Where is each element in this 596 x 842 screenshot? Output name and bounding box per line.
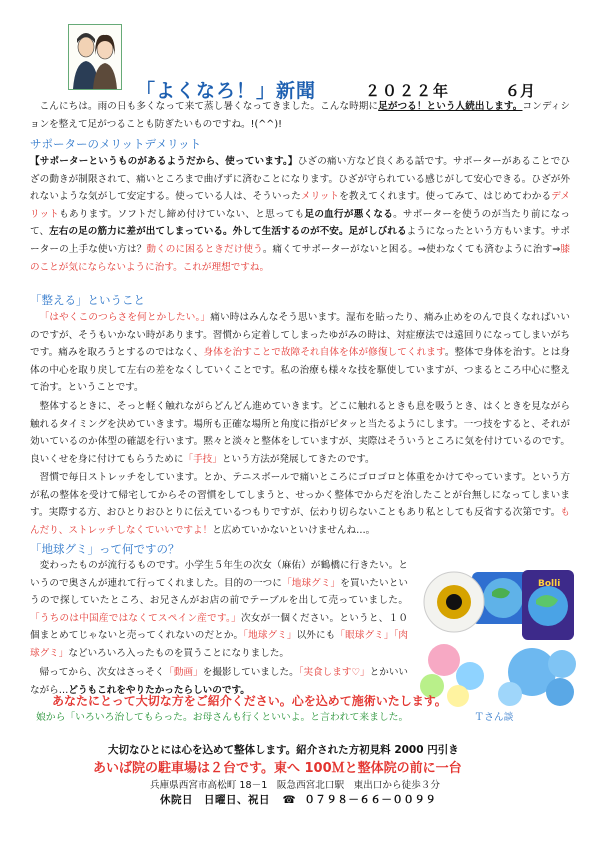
intro-paragraph: こんにちは。雨の日も多くなって来て蒸し暑くなってきました。こんな時期に足がつる！という人続出します。コンディションを整えて足がつることも防ぎたいものですね。!(^^)!: [30, 101, 571, 130]
referral-discount: 大切なひとには心を込めて整体します。紹介された方初見料 2000 円引き: [108, 744, 459, 756]
couple-portrait-illustration: [68, 24, 122, 90]
gummy-brand-label: Bolli: [538, 579, 561, 589]
section-heading-totonoeru: 「整える」ということ: [30, 293, 145, 307]
earth-gummy-photo: [414, 568, 578, 708]
section-heading-earth-gummy: 「地球グミ」って何ですの？: [30, 542, 180, 556]
issue-year: ２０２２年: [365, 82, 451, 100]
supporter-paragraph: 【サポーターというものがあるようだから、使っています。】ひざの痛い方など良くある話です。サポーターがあることでひざの動きが制限されて、痛いところまで曲げずに済むことになります。ひざが守られている感じがして安心できる。ひざが外れないような気がして安定する。使っている人は、そういったメリットを教えてくれます。使ってみて、はじめてわかるデメリットもあります。ソフトだし締め付けていない、と思っても足の血行が悪くなる。サポーターを使うのが当たり前になって、左右の足の筋力に差が出てしまっている。外して生活するのが不安。足がしびれるようになったという方もいます。サポーターの上手な使い方は？動くのに困るときだけ使う。痛くてサポーターがないと困る。⇒使わなくても済むように治す⇒膝のことが気にならないように治す。これが理想ですね。: [30, 156, 571, 273]
totonoeru-paragraph-3: 習慣で毎日ストレッチをしています。とか、テニスボールで痛いところにゴロゴロと体重をかけてやっています。という方が私の整体を受けて帰宅してからその習慣をしてしまうと、せっかく整体でからだを治したことが台無しになってしまいます。実際する方、おひとりおひとりに伝えているつもりですが、伝わり切らないこともあり私としても反省する次第です。もんだり、ストレッチしなくていいですよ！と広めていかないといけませんね…。: [30, 472, 570, 536]
testimonial-line: 娘から「いろいろ治してもらった。お母さんも行くといいよ。と言われて来ました。 Ｔさん談: [36, 712, 514, 723]
closed-days-and-phone: 休院日 日曜日、祝日 ☎ ０７９８－６６－００９９: [160, 794, 437, 806]
testimonial-author: Ｔさん談: [474, 712, 514, 723]
earth-gummy-paragraph-2: 帰ってから、次女はさっそく「動画」を撮影していました。「実食します♡」とかいいながら…どうもこれをやりたかったらしいのです。: [30, 667, 409, 696]
phone-icon: ☎: [282, 794, 297, 806]
earth-gummy-paragraph-1: 変わったものが流行るものです。小学生５年生の次女（麻佑）が鶴橋に行きたい。というので奥さんが連れて行ってくれました。目的の一つに「地球グミ」を買いたいというので探していたところ、お兄さんがお店の前でテーブルを出して売っていました。「うちのは中国産ではなくてスペイン産です。」次女が一個ください。というと、１０個まとめてじゃないと売ってくれないのだとか。「地球グミ」以外にも「眼球グミ」「肉球グミ」などいろいろ入ったものを買うことになりました。: [30, 560, 409, 659]
address: 兵庫県西宮市高松町 18－1 阪急西宮北口駅 東出口から徒歩３分: [150, 780, 440, 791]
parking-info: あいば院の駐車場は２台です。東へ 100Ｍと整体院の前に一台: [93, 761, 462, 776]
totonoeru-paragraph-1: 「はやくこのつらさを何とかしたい。」痛い時はみんなそう思います。湿布を貼ったり、痛み止めをのんで良くなればいいのですが、そうもいかない時があります。習慣から定着してしまったゆがみの時は、対症療法では遠回りになってしまいがちです。痛みを取ろうとするのではなく、身体を治すことで故障それ自体を体が修復してくれます。整体で身体を治す。とは身体の中心を取り戻して左右の差をなくしていくことです。私の治療も様々な技を駆使していますが、つまるところ中心に整えて治す。ということです。: [30, 312, 571, 394]
newsletter-title: 「よくなろ！」新聞: [136, 80, 317, 102]
issue-month: ６月: [505, 82, 536, 100]
phone-number: ０７９８－６６－００９９: [304, 794, 437, 806]
section-heading-supporter: サポーターのメリットデメリット: [30, 137, 202, 151]
referral-request: あなたにとって大切な方をご紹介ください。心を込めて施術いたします。: [52, 694, 447, 708]
totonoeru-paragraph-2: 整体するときに、そっと軽く触れながらどんどん進めていきます。どこに触れるときも息を吸うとき、はくときを見ながら触れるタイミングを決めていきます。場所も正確な場所と角度に指がピタッと当たるようにします。一つ技をすると、それが効いているのか体型の確認を行います。黙々と淡々と整体をしていますが、実際はそういうところに気を付けているのです。良いくせを身に付けてもらうために「手技」という方法が発展してきたのです。: [30, 401, 570, 465]
